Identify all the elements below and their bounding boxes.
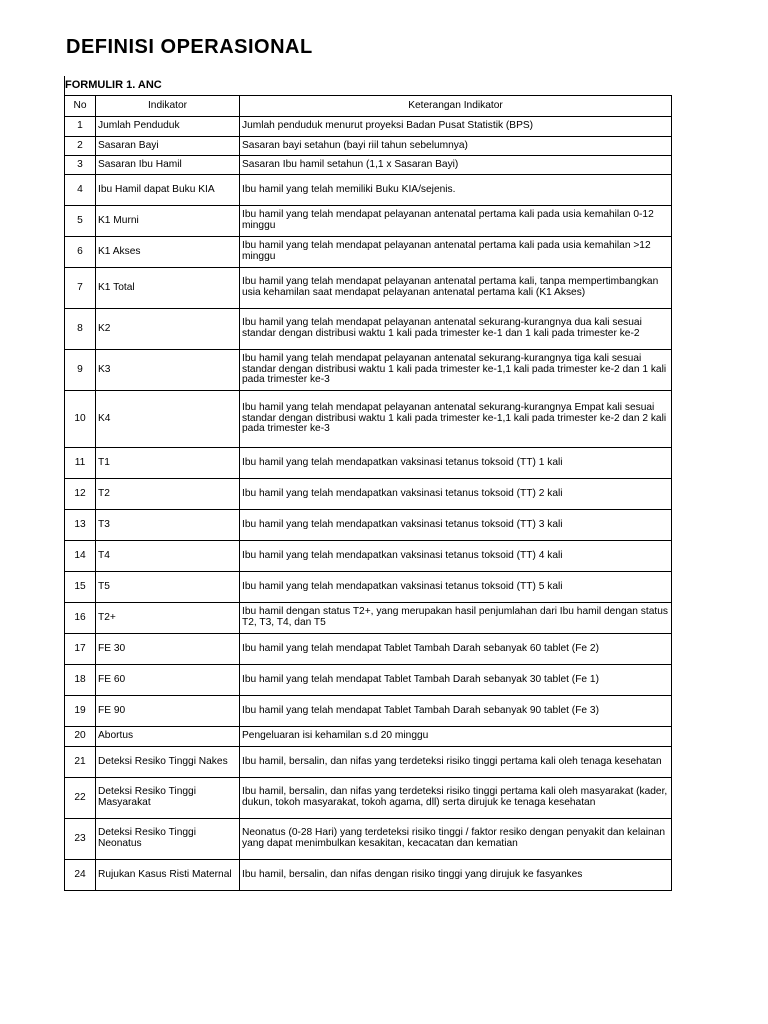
row-no: 2 [65, 137, 96, 156]
row-indikator: T2 [96, 479, 240, 510]
header-indikator: Indikator [96, 96, 240, 117]
row-keterangan: Ibu hamil yang telah mendapat pelayanan antenatal pertama kali pada usia kemahilan 0-12 minggu [240, 206, 672, 237]
row-indikator: Ibu Hamil dapat Buku KIA [96, 175, 240, 206]
table-row [65, 268, 672, 309]
table-row [65, 309, 672, 350]
table-row [65, 237, 672, 268]
row-no: 17 [65, 634, 96, 665]
table-row [65, 778, 672, 819]
row-no: 24 [65, 860, 96, 891]
row-no: 8 [65, 309, 96, 350]
table-header-row [65, 96, 672, 117]
row-keterangan: Sasaran Ibu hamil setahun (1,1 x Sasaran Bayi) [240, 156, 672, 175]
row-indikator: Jumlah Penduduk [96, 117, 240, 137]
row-indikator: Abortus [96, 727, 240, 747]
row-no: 22 [65, 778, 96, 819]
table-row [65, 727, 672, 747]
row-no: 9 [65, 350, 96, 391]
row-indikator: Sasaran Bayi [96, 137, 240, 156]
row-no: 20 [65, 727, 96, 747]
row-no: 4 [65, 175, 96, 206]
row-indikator: Deteksi Resiko Tinggi Neonatus [96, 819, 240, 860]
row-indikator: Deteksi Resiko Tinggi Masyarakat [96, 778, 240, 819]
row-keterangan: Ibu hamil, bersalin, dan nifas yang terdeteksi risiko tinggi pertama kali oleh tenaga kesehatan [240, 747, 672, 778]
table-row [65, 117, 672, 137]
row-indikator: T4 [96, 541, 240, 572]
table-row [65, 603, 672, 634]
row-keterangan: Ibu hamil yang telah mendapatkan vaksinasi tetanus toksoid (TT) 3 kali [240, 510, 672, 541]
table-row [65, 479, 672, 510]
row-keterangan: Ibu hamil yang telah mendapat Tablet Tambah Darah sebanyak 30 tablet (Fe 1) [240, 665, 672, 696]
table-row [65, 696, 672, 727]
table-row [65, 391, 672, 448]
table-row [65, 137, 672, 156]
row-keterangan: Ibu hamil yang telah mendapatkan vaksinasi tetanus toksoid (TT) 2 kali [240, 479, 672, 510]
row-indikator: FE 60 [96, 665, 240, 696]
row-indikator: K4 [96, 391, 240, 448]
row-indikator: T1 [96, 448, 240, 479]
row-indikator: Deteksi Resiko Tinggi Nakes [96, 747, 240, 778]
row-keterangan: Ibu hamil yang telah memiliki Buku KIA/sejenis. [240, 175, 672, 206]
row-no: 15 [65, 572, 96, 603]
header-no: No [65, 96, 96, 117]
row-no: 1 [65, 117, 96, 137]
row-keterangan: Ibu hamil yang telah mendapat Tablet Tambah Darah sebanyak 60 tablet (Fe 2) [240, 634, 672, 665]
row-no: 13 [65, 510, 96, 541]
row-keterangan: Pengeluaran isi kehamilan s.d 20 minggu [240, 727, 672, 747]
page-title: DEFINISI OPERASIONAL [66, 36, 313, 58]
row-no: 12 [65, 479, 96, 510]
row-keterangan: Ibu hamil yang telah mendapat Tablet Tambah Darah sebanyak 90 tablet (Fe 3) [240, 696, 672, 727]
row-indikator: T3 [96, 510, 240, 541]
row-indikator: Rujukan Kasus Risti Maternal [96, 860, 240, 891]
form-label: FORMULIR 1. ANC [65, 79, 162, 91]
row-keterangan: Ibu hamil yang telah mendapat pelayanan antenatal sekurang-kurangnya tiga kali sesuai standar dengan distribusi waktu 1 kali pada trimester ke-1,1 kali pada trimester ke-2 dan 1 kali pada trimester ke-3 [240, 350, 672, 391]
row-no: 21 [65, 747, 96, 778]
row-keterangan: Ibu hamil yang telah mendapatkan vaksinasi tetanus toksoid (TT) 5 kali [240, 572, 672, 603]
header-keterangan: Keterangan Indikator [240, 96, 672, 117]
table-row [65, 665, 672, 696]
row-keterangan: Ibu hamil yang telah mendapat pelayanan antenatal sekurang-kurangnya Empat kali sesuai standar dengan distribusi waktu 1 kali pada trimester ke-1,1 kali pada trimester ke-2 dan 2 kali pada trimester ke-3 [240, 391, 672, 448]
row-indikator: K2 [96, 309, 240, 350]
table-row [65, 541, 672, 572]
table-row [65, 634, 672, 665]
row-keterangan: Neonatus (0-28 Hari) yang terdeteksi risiko tinggi / faktor resiko dengan penyakit dan kelainan yang dapat menimbulkan kesakitan, kecacatan dan kematian [240, 819, 672, 860]
row-keterangan: Ibu hamil yang telah mendapat pelayanan antenatal pertama kali, tanpa mempertimbangkan usia kehamilan saat mendapat pelayanan antenatal pertama kali (K1 Akses) [240, 268, 672, 309]
row-no: 23 [65, 819, 96, 860]
row-indikator: K1 Akses [96, 237, 240, 268]
table-body [65, 117, 672, 891]
table-row [65, 350, 672, 391]
row-keterangan: Ibu hamil yang telah mendapat pelayanan antenatal pertama kali pada usia kemahilan >12 minggu [240, 237, 672, 268]
row-keterangan: Ibu hamil, bersalin, dan nifas dengan risiko tinggi yang dirujuk ke fasyankes [240, 860, 672, 891]
row-indikator: FE 90 [96, 696, 240, 727]
table-row [65, 572, 672, 603]
table-row [65, 206, 672, 237]
row-keterangan: Ibu hamil yang telah mendapatkan vaksinasi tetanus toksoid (TT) 1 kali [240, 448, 672, 479]
row-indikator: K3 [96, 350, 240, 391]
row-no: 10 [65, 391, 96, 448]
row-keterangan: Jumlah penduduk menurut proyeksi Badan Pusat Statistik (BPS) [240, 117, 672, 137]
row-indikator: K1 Total [96, 268, 240, 309]
row-keterangan: Ibu hamil, bersalin, dan nifas yang terdeteksi risiko tinggi pertama kali oleh masyarakat (kader, dukun, tokoh masyarakat, tokoh agama, dll) serta dirujuk ke tenaga kesehatan [240, 778, 672, 819]
row-keterangan: Sasaran bayi setahun (bayi riil tahun sebelumnya) [240, 137, 672, 156]
row-no: 7 [65, 268, 96, 309]
definition-table [64, 95, 672, 891]
row-indikator: T2+ [96, 603, 240, 634]
row-no: 11 [65, 448, 96, 479]
table-row [65, 156, 672, 175]
row-indikator: Sasaran Ibu Hamil [96, 156, 240, 175]
row-no: 14 [65, 541, 96, 572]
table-row [65, 860, 672, 891]
row-keterangan: Ibu hamil yang telah mendapat pelayanan antenatal sekurang-kurangnya dua kali sesuai standar dengan distribusi waktu 1 kali pada trimester ke-1 dan 1 kali pada trimester ke-2 [240, 309, 672, 350]
row-no: 6 [65, 237, 96, 268]
row-no: 3 [65, 156, 96, 175]
row-keterangan: Ibu hamil dengan status T2+, yang merupakan hasil penjumlahan dari Ibu hamil dengan status T2, T3, T4, dan T5 [240, 603, 672, 634]
row-no: 16 [65, 603, 96, 634]
row-indikator: FE 30 [96, 634, 240, 665]
table-row [65, 747, 672, 778]
table-row [65, 175, 672, 206]
row-indikator: T5 [96, 572, 240, 603]
row-no: 18 [65, 665, 96, 696]
row-keterangan: Ibu hamil yang telah mendapatkan vaksinasi tetanus toksoid (TT) 4 kali [240, 541, 672, 572]
row-no: 19 [65, 696, 96, 727]
row-indikator: K1 Murni [96, 206, 240, 237]
table-row [65, 510, 672, 541]
table-row [65, 819, 672, 860]
table-row [65, 448, 672, 479]
row-no: 5 [65, 206, 96, 237]
